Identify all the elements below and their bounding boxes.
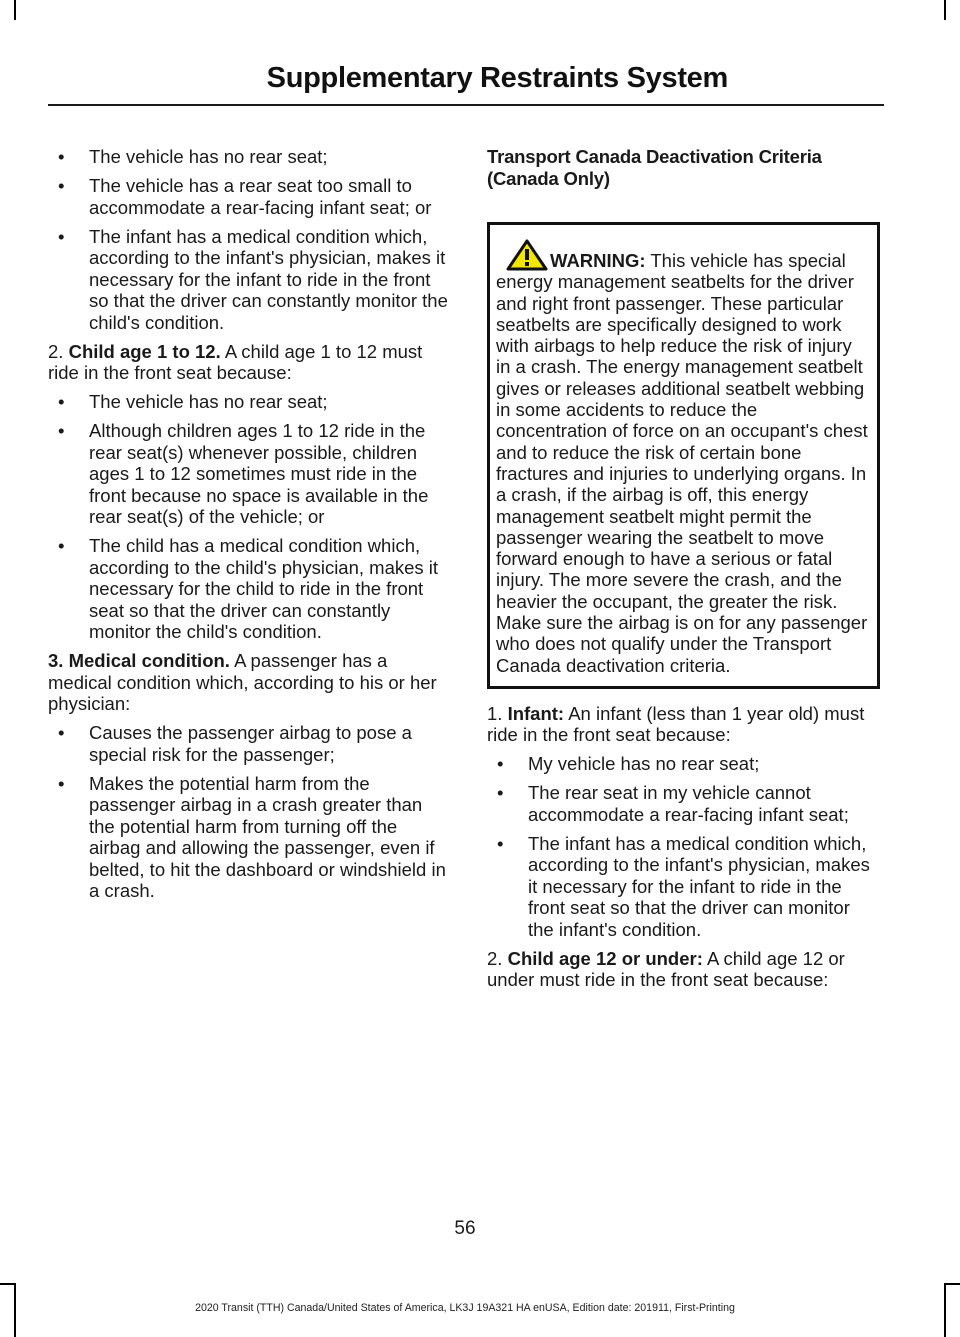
right-column xyxy=(487,146,880,998)
paragraph-child-age-1-to-12: 2. Child age 1 to 12. A child age 1 to 12 must ride in the front seat because: xyxy=(48,340,423,383)
warning-text: This vehicle has special energy management seatbelts for the driver and right front passenger. These particular seatbelts are specifically designed to work with airbags to help reduce the risk of injury in a crash. The energy management seatbelt gives or releases additional seatbelt webbing in some accidents to reduce the concentration of force on an occupant's chest and to reduce the risk of certain bone fractures and injuries to underlying organs. In a crash, if the airbag is off, this energy management seatbelt might permit the passenger wearing the seatbelt to move forward enough to have a serious or fatal injury. The more severe the crash, and the heavier the occupant, the greater the risk. Make sure the airbag is on for any passenger who does not qualify under the Transport Canada deactivation criteria. xyxy=(496,250,868,676)
list-item: • The child has a medical condition which, according to the child's physician, makes it necessary for the child to ride in the front seat so that the driver can constantly monitor the child's condition. xyxy=(58,535,439,642)
edition-footer: 2020 Transit (TTH) Canada/United States of America, LK3J 19A321 HA enUSA, Edition date: 201911, First-Printing xyxy=(195,1302,735,1314)
section-heading: Transport Canada Deactivation Criteria (Canada Only) xyxy=(487,146,822,189)
paragraph-child-age-12-or-under: 2. Child age 12 or under: A child age 12 or under must ride in the front seat because: xyxy=(487,947,845,991)
list-item: • The rear seat in my vehicle cannot accommodate a rear-facing infant seat; xyxy=(497,782,849,825)
page-number: 56 xyxy=(454,1218,476,1239)
bullet-list-b xyxy=(48,391,448,643)
warning-box xyxy=(487,222,880,689)
list-item: • The infant has a medical condition which, according to the infant's physician, makes it necessary for the infant to ride in the front so that the driver can constantly monitor the child's condition. xyxy=(58,225,448,333)
list-item: • The infant has a medical condition which, according to the infant's physician, makes it necessary for the infant to ride in the front seat so that the driver can monitor the infant's condition. xyxy=(497,832,870,940)
page-title: Supplementary Restraints System xyxy=(266,62,728,94)
term-child-age-12-or-under: Child age 12 or under: xyxy=(507,947,703,969)
term-infant: Infant: xyxy=(507,702,565,724)
term-medical-condition: 3. Medical condition. xyxy=(48,650,230,671)
crop-mark-bottom-right-v xyxy=(944,1283,946,1337)
left-column xyxy=(48,146,448,909)
term-child-age-1-to-12: Child age 1 to 12. xyxy=(68,340,221,362)
paragraph-medical-condition: 3. Medical condition. A passenger has a medical condition which, according to his or her physician: xyxy=(48,650,437,714)
crop-mark-bottom-left-h xyxy=(0,1283,16,1285)
warning-label: WARNING: xyxy=(550,250,646,271)
crop-mark-top-right-v xyxy=(944,0,946,20)
list-item: • Makes the potential harm from the passenger airbag in a crash greater than the potential harm from turning off the airbag and allowing the passenger, even if belted, to hit the dashboard or windshield in a crash. xyxy=(58,772,446,901)
bullet-list-infant xyxy=(487,753,880,940)
list-item: • The vehicle has a rear seat too small to accommodate a rear-facing infant seat; or xyxy=(58,175,432,218)
list-item: • My vehicle has no rear seat; xyxy=(497,753,760,775)
bullet-list-a xyxy=(48,146,448,333)
list-item: • Causes the passenger airbag to pose a special risk for the passenger; xyxy=(58,722,412,765)
list-item: • Although children ages 1 to 12 ride in the rear seat(s) whenever possible, children ages 1 to 12 sometimes must ride in the front because no space is available in the rear seat(s) of the vehicle; or xyxy=(58,420,429,527)
header-divider xyxy=(48,104,884,106)
crop-mark-top-left-v xyxy=(14,0,16,20)
paragraph-infant: 1. Infant: An infant (less than 1 year old) must ride in the front seat because: xyxy=(487,702,865,746)
list-item: • The vehicle has no rear seat; xyxy=(58,146,328,167)
bullet-list-c xyxy=(48,722,448,902)
warning-triangle-icon xyxy=(506,239,548,271)
list-item: • The vehicle has no rear seat; xyxy=(58,391,328,412)
crop-mark-bottom-right-h xyxy=(944,1283,960,1285)
